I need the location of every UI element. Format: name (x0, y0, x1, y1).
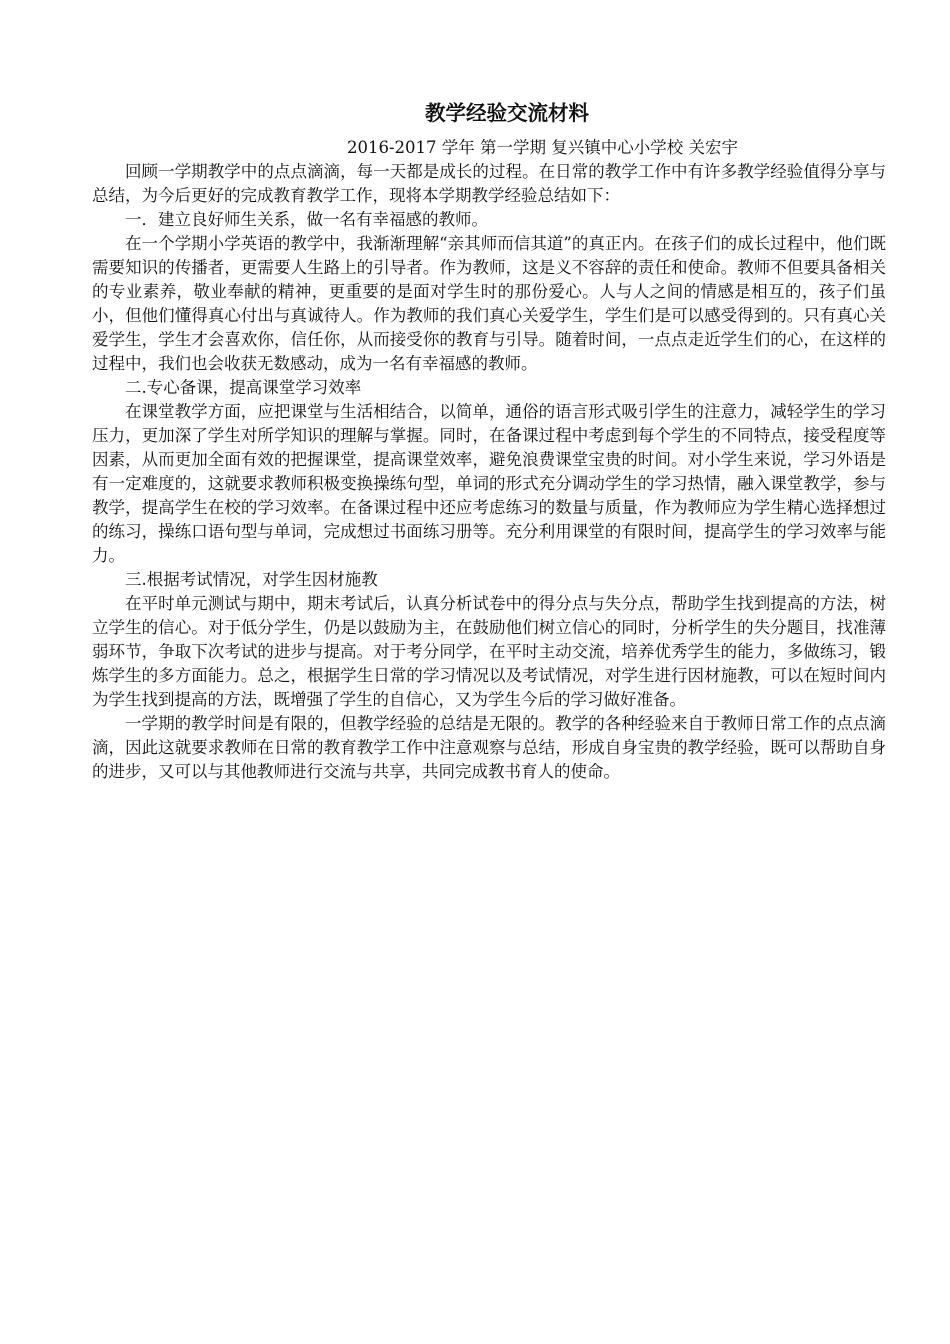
document-title: 教学经验交流材料 (425, 101, 589, 125)
section-2-heading: 二.专心备课，提高课堂学习效率 (125, 378, 362, 397)
section-1-body: 在一个学期小学英语的教学中，我渐渐理解“亲其师而信其道”的真正内。在孩子们的成长过程中，他们既需要知识的传播者，更需要人生路上的引导者。作为教师，这是义不容辞的责任和使命。教师不但要具备相关的专业素养，敬业奉献的精神，更重要的是面对学生时的那份爱心。人与人之间的情感是相互的，孩子们虽小，但他们懂得真心付出与真诚待人。作为教师的我们真心关爱学生，学生们是可以感受得到的。只有真心关爱学生，学生才会喜欢你，信任你，从而接受你的教育与引导。随着时间，一点点走近学生们的心，在这样的过程中，我们也会收获无数感动，成为一名有幸福感的教师。 (92, 234, 886, 373)
document-subtitle: 2016-2017 学年 第一学期 复兴镇中心小学校 关宏宇 (346, 138, 738, 157)
section-3-body: 在平时单元测试与期中，期末考试后，认真分析试卷中的得分点与失分点，帮助学生找到提高的方法，树立学生的信心。对于低分学生，仍是以鼓励为主，在鼓励他们树立信心的同时，分析学生的失分题目，找准薄弱环节，争取下次考试的进步与提高。对于考分同学，在平时主动交流，培养优秀学生的能力，多做练习，锻炼学生的多方面能力。总之，根据学生日常的学习情况以及考试情况，对学生进行因材施教，可以在短时间内为学生找到提高的方法，既增强了学生的自信心，又为学生今后的学习做好准备。 (92, 594, 886, 709)
section-1-heading: 一．建立良好师生关系，做一名有幸福感的教师。 (125, 210, 488, 229)
document-page (92, 98, 886, 784)
intro-paragraph: 回顾一学期教学中的点点滴滴，每一天都是成长的过程。在日常的教学工作中有许多教学经验值得分享与总结，为今后更好的完成教育教学工作，现将本学期教学经验总结如下： (92, 162, 886, 205)
section-2-body: 在课堂教学方面，应把课堂与生活相结合，以简单，通俗的语言形式吸引学生的注意力，减轻学生的学习压力，更加深了学生对所学知识的理解与掌握。同时，在备课过程中考虑到每个学生的不同特点，接受程度等因素，从而更加全面有效的把握课堂，提高课堂效率，避免浪费课堂宝贵的时间。对小学生来说，学习外语是有一定难度的，这就要求教师积极变换操练句型，单词的形式充分调动学生的学习热情，融入课堂教学，参与教学，提高学生在校的学习效率。在备课过程中还应考虑练习的数量与质量，作为教师应为学生精心选择想过的练习，操练口语句型与单词，完成想过书面练习册等。充分利用课堂的有限时间，提高学生的学习效率与能力。 (92, 402, 886, 565)
conclusion-paragraph: 一学期的教学时间是有限的，但教学经验的总结是无限的。教学的各种经验来自于教师日常工作的点点滴滴，因此这就要求教师在日常的教育教学工作中注意观察与总结，形成自身宝贵的教学经验，既可以帮助自身的进步，又可以与其他教师进行交流与共享，共同完成教书育人的使命。 (92, 714, 886, 781)
section-3-heading: 三.根据考试情况，对学生因材施教 (125, 570, 378, 589)
